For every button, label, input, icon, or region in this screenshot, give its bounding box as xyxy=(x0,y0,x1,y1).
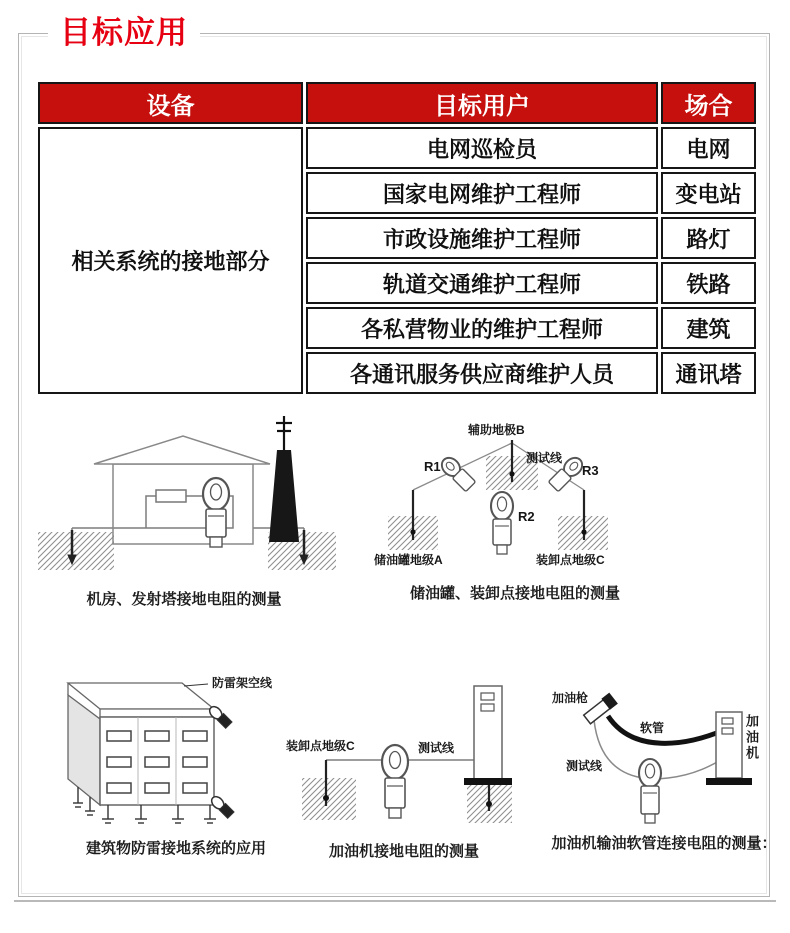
place-cell: 变电站 xyxy=(661,172,756,214)
header-place: 场合 xyxy=(661,82,756,124)
fuel-dispenser-icon xyxy=(464,686,512,785)
leader-line xyxy=(184,684,208,686)
clamp-r1-icon xyxy=(438,454,476,492)
label-test-line: 测试线 xyxy=(566,759,603,773)
label-loading-ground-c: 装卸点地级C xyxy=(286,739,355,753)
diagram-machine-room xyxy=(28,406,340,616)
caption-oil-tank: 储油罐、装卸点接地电阻的测量 xyxy=(409,585,620,602)
place-cell: 通讯塔 xyxy=(661,352,756,394)
header-device: 设备 xyxy=(38,82,303,124)
label-hose: 软管 xyxy=(640,721,665,735)
target-application-table xyxy=(35,79,759,397)
caption-building: 建筑物防雷接地系统的应用 xyxy=(85,840,266,857)
diagram-hose xyxy=(538,676,790,868)
place-cell: 路灯 xyxy=(661,217,756,259)
label-fuel-gun: 加油枪 xyxy=(552,691,589,705)
soil-patch-left xyxy=(38,532,114,570)
building-icon xyxy=(68,683,214,805)
user-cell: 各通讯服务供应商维护人员 xyxy=(306,352,658,394)
caption-hose: 加油机输油软管连接电阻的测量： xyxy=(551,835,777,852)
machine-room-drawing xyxy=(28,406,340,586)
caption-dispenser: 加油机接地电阻的测量 xyxy=(328,843,479,860)
label-test-line: 测试线 xyxy=(526,451,563,465)
user-cell: 轨道交通维护工程师 xyxy=(306,262,658,304)
place-cell: 铁路 xyxy=(661,262,756,304)
label-loading-ground-c: 装卸点地级C xyxy=(536,553,605,567)
place-cell: 电网 xyxy=(661,127,756,169)
table-header-row xyxy=(38,82,756,124)
user-cell: 电网巡检员 xyxy=(306,127,658,169)
hose-icon xyxy=(608,716,724,743)
header-user: 目标用户 xyxy=(306,82,658,124)
clamp-bottom-icon xyxy=(209,794,234,819)
device-cell: 相关系统的接地部分 xyxy=(38,127,303,394)
clamp-meter-icon xyxy=(639,759,661,823)
windows xyxy=(107,731,207,793)
label-dispenser: 加油机 xyxy=(744,714,759,762)
table-row xyxy=(38,127,756,169)
clamp-r2-icon xyxy=(491,492,513,554)
user-cell: 国家电网维护工程师 xyxy=(306,172,658,214)
clamp-meter-icon xyxy=(203,478,229,547)
caption-machine-room: 机房、发射塔接地电阻的测量 xyxy=(86,591,282,608)
frame-bottom-shadow xyxy=(14,900,776,902)
house xyxy=(94,436,270,544)
label-r2: R2 xyxy=(518,509,535,524)
user-cell: 各私营物业的维护工程师 xyxy=(306,307,658,349)
label-tank-ground-a: 储油罐地级A xyxy=(374,553,443,567)
label-test-line: 测试线 xyxy=(418,741,455,755)
diagram-building xyxy=(40,653,312,865)
label-r1: R1 xyxy=(424,459,441,474)
transmission-tower-icon xyxy=(269,416,299,542)
label-r3: R3 xyxy=(582,463,599,478)
diagram-oil-tank xyxy=(368,416,662,606)
clamp-meter-icon xyxy=(382,745,408,818)
place-cell: 建筑 xyxy=(661,307,756,349)
label-aux-electrode-b: 辅助地极B xyxy=(468,423,525,437)
page-title: 目标应用 xyxy=(48,11,200,55)
user-cell: 市政设施维护工程师 xyxy=(306,217,658,259)
label-overhead-line: 防雷架空线 xyxy=(212,676,273,690)
diagram-dispenser xyxy=(278,666,530,866)
soil-patch-left xyxy=(302,778,356,820)
